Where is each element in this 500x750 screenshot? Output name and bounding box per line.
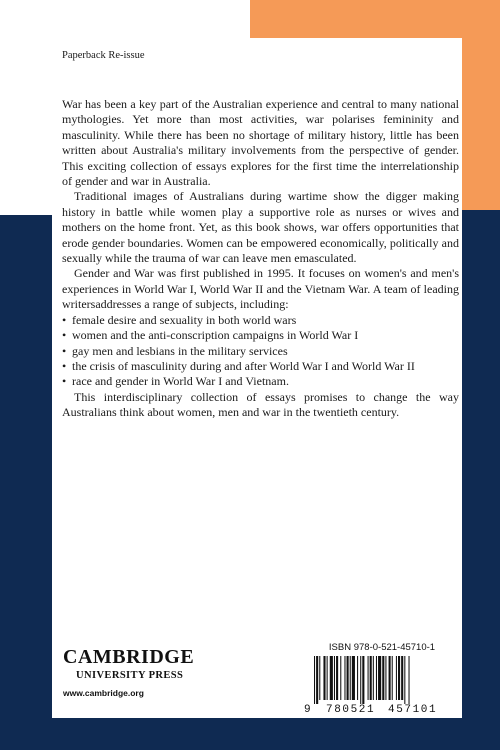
list-item: • gay men and lesbians in the military services [62, 343, 288, 358]
bullet-icon: • [62, 312, 67, 327]
list-item: • female desire and sexuality in both world wars [62, 312, 297, 327]
publisher-logo-subtitle: UNIVERSITY PRESS [76, 670, 184, 681]
back-cover-panel [52, 38, 462, 718]
barcode-box [302, 642, 462, 718]
bullet-icon: • [62, 358, 67, 373]
blurb-paragraph-2: Traditional images of Australians during wartime show the digger making history in battle while women play a supportive role as nurses or wives and mothers on the home front. Yet, as this book shows, war offers opportunities that erode gender boundaries. Women can be empowered economically, politically and sexually while the trauma of war can leave men emasculated. [62, 189, 459, 266]
isbn-label: ISBN 978-0-521-45710-1 [328, 642, 436, 653]
blurb-paragraph-3: Gender and War was first published in 1995. It focuses on women's and men's experiences in World War I, World War II and the Vietnam War. A team of leading writersaddresses a range of subjects, including: [62, 266, 459, 312]
subject-list [62, 313, 459, 390]
list-item: • women and the anti-conscription campaigns in World War I [62, 328, 359, 343]
list-item: • race and gender in World War I and Vietnam. [62, 374, 289, 389]
bullet-icon: • [62, 374, 67, 389]
barcode-digit-first: 9 [304, 704, 311, 716]
barcode-icon [314, 656, 450, 704]
bullet-icon: • [62, 328, 67, 343]
blurb [62, 97, 459, 421]
publisher-logo-name: CAMBRIDGE [63, 646, 195, 668]
blurb-paragraph-4: This interdisciplinary collection of essays promises to change the way Australians think about women, men and war in the twentieth century. [62, 389, 459, 420]
reissue-label: Paperback Re-issue [62, 50, 145, 61]
publisher-footer [52, 634, 462, 718]
bullet-icon: • [62, 343, 67, 358]
list-item: • the crisis of masculinity during and after World War I and World War II [62, 358, 415, 373]
blurb-paragraph-1: War has been a key part of the Australian experience and central to many national mythologies. Yet more than most activities, war polarises femininity and masculinity. While there has been no shortage of military history, little has been written about Australia's military involvements from the perspective of gender. This exciting collection of essays explores for the first time the interrelationship of gender and war in Australia. [62, 97, 459, 189]
barcode-digit-group-2: 457101 [388, 704, 438, 716]
publisher-url: www.cambridge.org [63, 688, 144, 698]
white-background-left [0, 0, 52, 215]
barcode-digit-group-1: 780521 [326, 704, 376, 716]
